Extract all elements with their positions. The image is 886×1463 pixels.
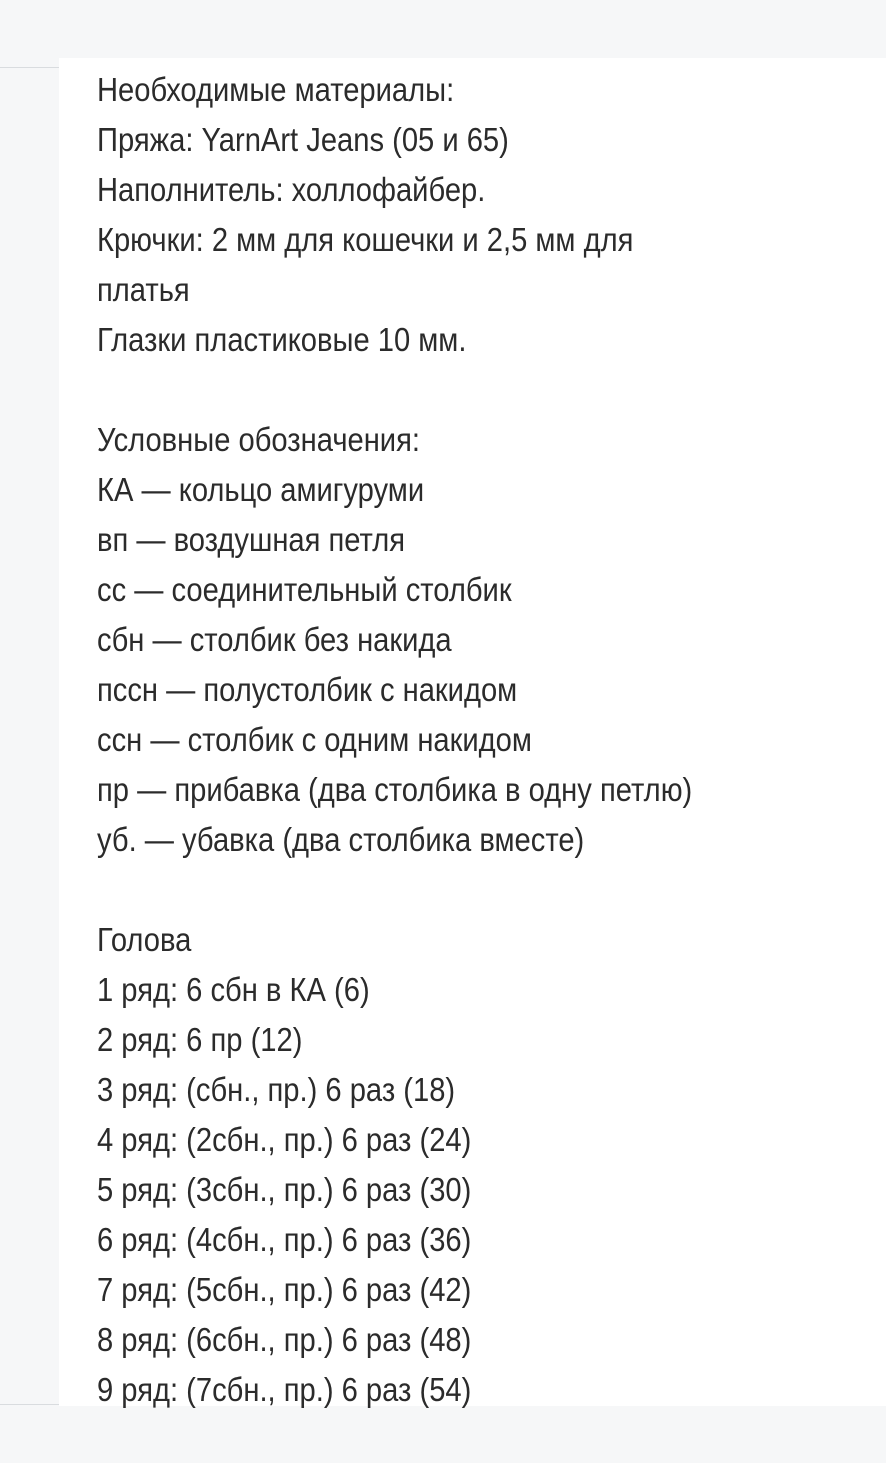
section-spacer: [97, 366, 758, 416]
materials-line-yarn: Пряжа: YarnArt Jeans (05 и 65): [97, 122, 509, 159]
row-instruction: 1 ряд: 6 сбн в КА (6): [97, 972, 370, 1009]
row-instruction: 2 ряд: 6 пр (12): [97, 1022, 303, 1059]
pattern-text: [97, 66, 758, 1416]
legend-item: уб. — убавка (два столбика вместе): [97, 822, 585, 859]
row-instruction: 5 ряд: (3сбн., пр.) 6 раз (30): [97, 1172, 472, 1209]
legend-item: сс — соединительный столбик: [97, 572, 512, 609]
row-instruction: 7 ряд: (5сбн., пр.) 6 раз (42): [97, 1272, 472, 1309]
section-spacer: [97, 866, 758, 916]
materials-section: [97, 66, 758, 366]
materials-line-filler: Наполнитель: холлофайбер.: [97, 172, 486, 209]
legend-heading: Условные обозначения:: [97, 422, 420, 459]
head-section: [97, 916, 758, 1416]
legend-item: сбн — столбик без накида: [97, 622, 452, 659]
legend-section: [97, 416, 758, 866]
legend-item: ссн — столбик с одним накидом: [97, 722, 532, 759]
materials-line-hooks: Крючки: 2 мм для кошечки и 2,5 мм для: [97, 222, 634, 259]
row-instruction: 6 ряд: (4сбн., пр.) 6 раз (36): [97, 1222, 472, 1259]
materials-heading: Необходимые материалы:: [97, 72, 455, 109]
divider-top: [0, 67, 59, 68]
materials-line-hooks-cont: платья: [97, 272, 190, 309]
row-instruction: 3 ряд: (сбн., пр.) 6 раз (18): [97, 1072, 456, 1109]
legend-item: вп — воздушная петля: [97, 522, 406, 559]
legend-item: пссн — полустолбик с накидом: [97, 672, 518, 709]
materials-line-eyes: Глазки пластиковые 10 мм.: [97, 322, 467, 359]
row-instruction: 9 ряд: (7сбн., пр.) 6 раз (54): [97, 1372, 472, 1409]
head-heading: Голова: [97, 922, 192, 959]
legend-item: пр — прибавка (два столбика в одну петлю): [97, 772, 693, 809]
legend-item: КА — кольцо амигуруми: [97, 472, 425, 509]
row-instruction: 4 ряд: (2сбн., пр.) 6 раз (24): [97, 1122, 472, 1159]
row-instruction: 8 ряд: (6сбн., пр.) 6 раз (48): [97, 1322, 472, 1359]
divider-bottom: [0, 1404, 59, 1405]
